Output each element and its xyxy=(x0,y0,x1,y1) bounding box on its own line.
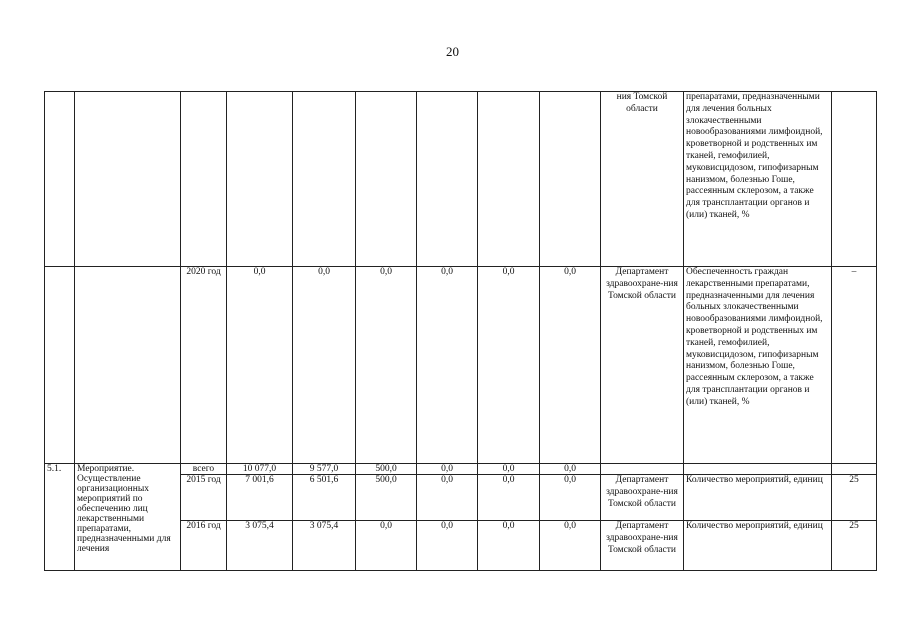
cell-year xyxy=(181,92,227,267)
cell-year: всего xyxy=(181,464,227,475)
cell-title xyxy=(75,92,181,267)
cell-num xyxy=(45,267,75,464)
table-row xyxy=(45,267,877,464)
cell-target: 25 xyxy=(832,521,877,571)
cell-v2: 3 075,4 xyxy=(293,521,356,571)
cell-v6: 0,0 xyxy=(540,267,601,464)
cell-target: – xyxy=(832,267,877,464)
cell-dept: Департамент здравоохране-ния Томской области xyxy=(601,521,684,571)
page-number: 20 xyxy=(446,44,459,59)
cell-target: 25 xyxy=(832,475,877,521)
cell-v2 xyxy=(293,92,356,267)
cell-title: Мероприятие. Осуществление организационных мероприятий по обеспечению лиц лекарственными препаратами, предназначенными для лечения xyxy=(75,464,181,571)
cell-v4: 0,0 xyxy=(417,521,478,571)
cell-v3: 500,0 xyxy=(356,464,417,475)
cell-v2: 9 577,0 xyxy=(293,464,356,475)
cell-v4: 0,0 xyxy=(417,464,478,475)
cell-v4: 0,0 xyxy=(417,475,478,521)
cell-dept: Департамент здравоохране-ния Томской области xyxy=(601,475,684,521)
cell-indicator: Количество мероприятий, единиц xyxy=(684,521,832,571)
program-table xyxy=(44,91,877,571)
cell-indicator: Обеспеченность граждан лекарственными препаратами, предназначенными для лечения больных злокачественными новообразованиями лимфоидной, кроветворной и родственных им тканей, гемофилией, муковисцидозом, гипофизарным нанизмом, болезнью Гоше, рассеянным склерозом, а также для трансплантации органов и (или) тканей, % xyxy=(684,267,832,464)
cell-v3: 0,0 xyxy=(356,521,417,571)
cell-v4: 0,0 xyxy=(417,267,478,464)
cell-v2: 6 501,6 xyxy=(293,475,356,521)
cell-v5: 0,0 xyxy=(478,475,540,521)
cell-v5: 0,0 xyxy=(478,464,540,475)
cell-v4 xyxy=(417,92,478,267)
cell-v6: 0,0 xyxy=(540,464,601,475)
cell-indicator: Количество мероприятий, единиц xyxy=(684,475,832,521)
cell-v6 xyxy=(540,92,601,267)
cell-target xyxy=(832,92,877,267)
cell-num xyxy=(45,92,75,267)
cell-v3: 500,0 xyxy=(356,475,417,521)
cell-v3 xyxy=(356,92,417,267)
cell-v2: 0,0 xyxy=(293,267,356,464)
cell-dept xyxy=(601,464,684,475)
table-row xyxy=(45,464,877,475)
cell-v1: 7 001,6 xyxy=(227,475,293,521)
cell-year: 2020 год xyxy=(181,267,227,464)
table-row xyxy=(45,92,877,267)
cell-dept: ния Томской области xyxy=(601,92,684,267)
cell-target xyxy=(832,464,877,475)
cell-v1: 0,0 xyxy=(227,267,293,464)
cell-v5 xyxy=(478,92,540,267)
cell-indicator: препаратами, предназначенными для лечения больных злокачественными новообразованиями лимфоидной, кроветворной и родственных им тканей, гемофилией, муковисцидозом, гипофизарным нанизмом, болезнью Гоше, рассеянным склерозом, а также для трансплантации органов и (или) тканей, % xyxy=(684,92,832,267)
cell-title xyxy=(75,267,181,464)
cell-v3: 0,0 xyxy=(356,267,417,464)
cell-v1: 3 075,4 xyxy=(227,521,293,571)
cell-year: 2015 год xyxy=(181,475,227,521)
cell-v1 xyxy=(227,92,293,267)
cell-num: 5.1. xyxy=(45,464,75,571)
cell-v5: 0,0 xyxy=(478,521,540,571)
cell-v5: 0,0 xyxy=(478,267,540,464)
cell-v1: 10 077,0 xyxy=(227,464,293,475)
cell-v6: 0,0 xyxy=(540,475,601,521)
cell-indicator xyxy=(684,464,832,475)
cell-dept: Департамент здравоохране-ния Томской области xyxy=(601,267,684,464)
cell-year: 2016 год xyxy=(181,521,227,571)
cell-v6: 0,0 xyxy=(540,521,601,571)
